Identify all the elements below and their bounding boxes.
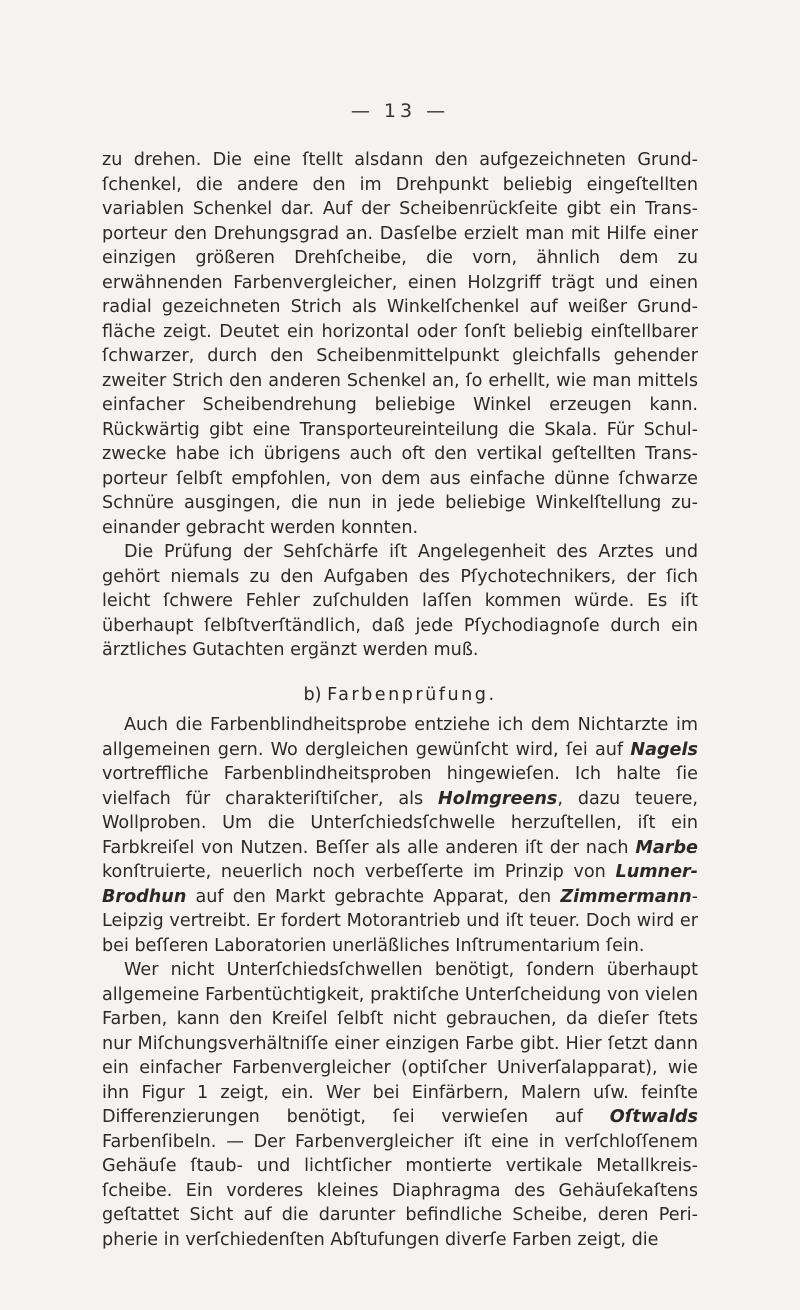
author-holmgreen: Holmgreens (438, 788, 558, 809)
author-ostwald: Oſtwalds (609, 1107, 698, 1127)
paragraph-visual-acuity: Die Prüfung der Sehſchärfe iſt Angelegenheit des Arztes und gehört niemals zu den Aufgaben des Pſychotechnikers, der ſich leicht ſchwere Fehler zuſchulden laſſen kommen würde. Es iſt überhaupt ſelbſtverſtändlich, daß jede Pſychodiagnoſe durch ein ärztliches Gutachten ergänzt werden muß. (102, 542, 698, 660)
author-zimmermann: Zimmermann (560, 886, 692, 907)
paragraph-color-comparator: Wer nicht Unterſchiedsſchwellen benötigt, ſondern überhaupt allgemeine Farbentüchtigkeit, praktiſche Unterſcheidung von vielen Farben, kann den Kreiſel ſelbſt nicht gebrauchen, da dieſer ſtets nur Miſchungsverhältniſſe einer einzigen Farbe gibt. Hier ſetzt dann ein einfacher Farbenvergleicher (optiſcher Univerſalapparat), wie ihn Figur 1 zeigt, ein. Wer bei Einfärbern, Malern uſw. feinſte Differenzierungen benötigt, ſei verwieſen auf Oſtwalds Farbenſibeln. — Der Farbenvergleicher iſt eine in verſchloſſenem Gehäuſe ſtaub- und lichtſicher montierte vertikale Metallkreis-ſcheibe. Ein vorderes kleines Diaphragma des Gehäuſekaſtens geſtattet Sicht auf die darunter befindliche Scheibe, deren Peri-pherie in verſchiedenſten Abſtufungen diverſe Farben zeigt, die (102, 960, 698, 1250)
author-marbe: Marbe (635, 837, 698, 858)
section-heading-title: Farbenprüfung. (327, 684, 497, 705)
author-lumner-brodhun: Lumner-Brodhun (102, 862, 698, 907)
paragraph-angle-disc: zu drehen. Die eine ſtellt alsdann den aufgezeichneten Grund- ſchenkel, die andere den im Drehpunkt beliebig eingeſtellten variablen Schenkel dar. Auf der Scheibenrückſeite gibt ein Trans- porteur den Drehungsgrad an. Dasſelbe erzielt man mit Hilfe einer einzigen größeren Drehſcheibe, die vorn, ähnlich dem zu erwähnenden Farbenvergleicher, einen Holzgriff trägt und einen radial gezeichneten Strich als Winkelſchenkel auf weißer Grund- fläche zeigt. Deutet ein horizontal oder ſonſt beliebig einſtellbarer ſchwarzer, durch den Scheibenmittelpunkt gleichfalls gehender zweiter Strich den anderen Schenkel an, ſo erhellt, wie man mittels einfacher Scheibendrehung beliebige Winkel erzeugen kann. Rückwärtig gibt eine Transporteureinteilung die Skala. Für Schul- zwecke habe ich übrigens auch oft den vertikal geſtellten Trans- porteur ſelbſt empfohlen, von dem aus einfache dünne ſchwarze Schnüre ausgingen, die nun in jede beliebige Winkelſtellung zu- einander gebracht werden konnten. (102, 150, 698, 538)
paragraph-color-blindness: Auch die Farbenblindheitsprobe entziehe ich dem Nichtarzte im allgemeinen gern. Wo dergleichen gewünſcht wird, ſei auf Nagels vortreffliche Farbenblindheitsproben hingewieſen. Ich halte ſie vielfach für charakteriſtiſcher, als Holmgreens, dazu teuere, Wollproben. Um die Unterſchiedsſchwelle herzuſtellen, iſt ein Farbkreiſel von Nutzen. Beſſer als alle anderen iſt der nach Marbe konſtruierte, neuerlich noch verbeſſerte im Prinzip von Lumner-Brodhun auf den Markt gebrachte Apparat, den Zimmermann-Leipzig vertreibt. Er fordert Motorantrieb und iſt teuer. Doch wird er bei beſſeren Laboratorien unerläßliches Inſtrumentarium ſein. (102, 715, 699, 956)
author-nagel: Nagels (630, 739, 698, 760)
page-number: — 13 — (350, 100, 450, 122)
section-heading-prefix: b) (303, 684, 322, 705)
page-body (102, 96, 698, 1252)
section-heading (102, 683, 698, 708)
